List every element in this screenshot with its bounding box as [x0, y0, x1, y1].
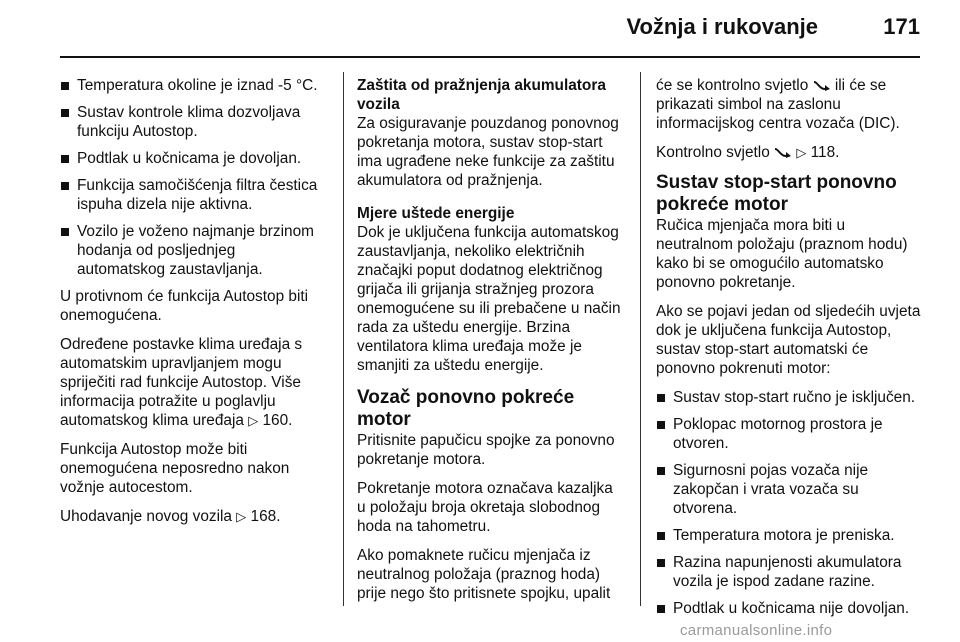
- list-item: Temperatura motora je preniska.: [656, 526, 924, 545]
- paragraph-text: Određene postavke klima uređaja s automatskim upravljanjem mogu spriječiti rad funkcije Autostop. Više informacija potražite u poglavlju automatskog klima uređaja: [60, 336, 303, 429]
- list-item: Razina napunjenosti akumulatora vozila je ispod zadane razine.: [656, 553, 924, 591]
- section-subheading: Mjere uštede energije: [357, 205, 515, 222]
- list-item: Vozilo je voženo najmanje brzinom hodanja od posljednjeg automatskog zaustavljanja.: [60, 222, 324, 279]
- section-heading: Sustav stop-start ponovno pokreće motor: [656, 172, 897, 215]
- column-divider-1: [343, 72, 344, 606]
- paragraph: Funkcija Autostop može biti onemogućena neposredno nakon vožnje autocestom.: [60, 441, 290, 496]
- list-item: Poklopac motornog prostora je otvoren.: [656, 415, 924, 453]
- page-reference-arrow-icon: ▷: [248, 413, 259, 428]
- paragraph: [60, 335, 324, 430]
- column-3: [656, 76, 924, 626]
- list-item: Podtlak u kočnicama nije dovoljan.: [656, 599, 924, 618]
- paragraph: Ručica mjenjača mora biti u neutralnom položaju (praznom hodu) kako bi se omogućilo automatsko ponovno pokretanje.: [656, 217, 908, 291]
- column-1: [60, 76, 324, 536]
- page-reference[interactable]: 168.: [250, 508, 281, 525]
- list-item: Sustav stop-start ručno je isključen.: [656, 388, 924, 407]
- paragraph: Dok je uključena funkcija automatskog zaustavljanja, nekoliko električnih značajki poput dodatnog električnog grijača ili grijanja stražnjeg prozora onemogućene su ili prebačene u način rada za uštedu energije. Brzina ventilatora klima uređaja može je smanjiti za uštedu energije.: [357, 224, 621, 374]
- chapter-title: Vožnja i rukovanje: [626, 14, 818, 39]
- paragraph: Za osiguravanje pouzdanog ponovnog pokretanja motora, sustav stop-start ima ugrađene neke funkcije za zaštitu akumulatora od pražnjenja.: [357, 115, 619, 189]
- section-heading: Vozač ponovno pokreće motor: [357, 387, 575, 430]
- page-reference[interactable]: 160.: [262, 412, 293, 429]
- engine-restart-indicator-icon: [774, 146, 792, 158]
- page-header: [0, 0, 960, 58]
- list-item: Funkcija samočišćenja filtra čestica ispuha dizela nije aktivna.: [60, 176, 324, 214]
- page-number: 171: [883, 14, 920, 39]
- watermark: carmanualsonline.info: [680, 622, 833, 639]
- paragraph: U protivnom će funkcija Autostop biti onemogućena.: [60, 288, 309, 324]
- page-reference-arrow-icon: ▷: [796, 145, 807, 160]
- paragraph: Ako pomaknete ručicu mjenjača iz neutralnog položaja (praznog hoda) prije nego što pritisnete spojku, upalit: [357, 547, 611, 602]
- paragraph: Pritisnite papučicu spojke za ponovno pokretanje motora.: [357, 432, 615, 468]
- page-reference-arrow-icon: ▷: [236, 509, 247, 524]
- paragraph: Ako se pojavi jedan od sljedećih uvjeta dok je uključena funkcija Autostop, sustav stop-start automatski će ponovno pokrenuti motor:: [656, 303, 921, 377]
- list-item: Podtlak u kočnicama je dovoljan.: [60, 149, 324, 168]
- paragraph: [656, 143, 924, 162]
- paragraph-text: će se kontrolno svjetlo: [656, 77, 809, 94]
- paragraph-text: ili će se prikazati simbol na zaslonu informacijskog centra vozača (DIC).: [656, 77, 900, 132]
- column-divider-2: [640, 72, 641, 606]
- paragraph: [60, 507, 324, 526]
- paragraph: Pokretanje motora označava kazaljka u položaju broja okretaja slobodnog hoda na tahometru.: [357, 480, 613, 535]
- column-2: [357, 76, 625, 613]
- list-item: Sustav kontrole klima dozvoljava funkciju Autostop.: [60, 103, 324, 141]
- list-item: Temperatura okoline je iznad -5 °C.: [60, 76, 324, 95]
- paragraph-text: Uhodavanje novog vozila: [60, 508, 232, 525]
- header-rule: [60, 56, 920, 58]
- engine-restart-indicator-icon: [813, 79, 831, 91]
- list-item: Sigurnosni pojas vozača nije zakopčan i vrata vozača su otvorena.: [656, 461, 924, 518]
- paragraph-text: Kontrolno svjetlo: [656, 144, 770, 161]
- paragraph: [656, 76, 924, 133]
- section-subheading: Zaštita od pražnjenja akumulatora vozila: [357, 77, 606, 113]
- page-reference[interactable]: 118.: [810, 144, 840, 161]
